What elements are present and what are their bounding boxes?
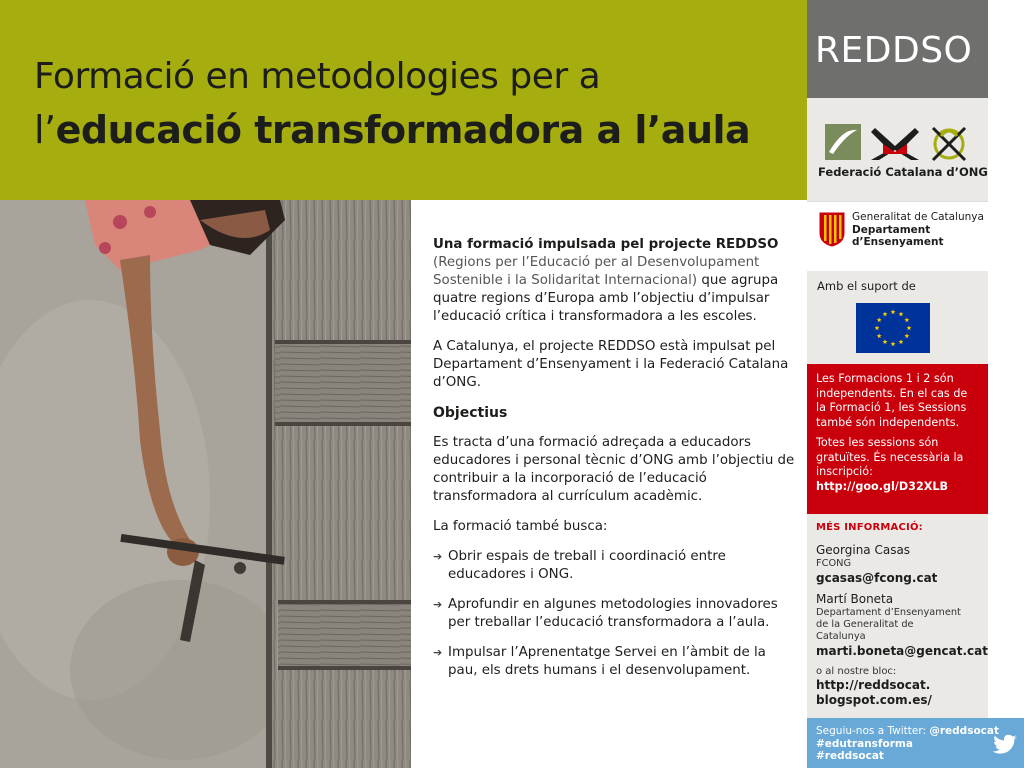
header-banner: [0, 0, 807, 200]
list-item-text: Obrir espais de treball i coordinació entre educadores i ONG.: [448, 549, 726, 582]
busca-paragraph: La formació també busca:: [433, 519, 608, 534]
eu-flag-icon: [856, 303, 930, 353]
hashtag-edutransforma[interactable]: #edutransforma: [816, 737, 913, 750]
twitter-follow-line: [816, 725, 999, 738]
title-line-2: [34, 108, 750, 152]
generalitat-line-1: Generalitat de Catalunya: [852, 211, 984, 223]
brand-block: [807, 0, 988, 98]
federation-logos-icon: [823, 122, 978, 164]
blog-link[interactable]: http://reddsocat. blogspot.com.es/: [816, 678, 932, 707]
hashtag-reddsocat[interactable]: #reddsocat: [816, 750, 884, 762]
generalitat-line-2: Departament: [852, 223, 931, 236]
contact-1-email[interactable]: gcasas@fcong.cat: [816, 571, 938, 585]
contact-2-email[interactable]: marti.boneta@gencat.cat: [816, 644, 989, 658]
list-item: [433, 644, 798, 680]
generalitat-line-3: d’Ensenyament: [852, 236, 944, 248]
title-emphasis: educació transformadora a l’aula: [55, 108, 751, 152]
objectius-heading: Objectius: [433, 405, 508, 421]
right-margin: [988, 0, 1024, 718]
photo-child-at-door: [0, 200, 411, 768]
objectives-list: [433, 548, 798, 680]
generalitat-text: [852, 211, 984, 249]
catalunya-paragraph: A Catalunya, el projecte REDDSO està impulsat pel Departament d’Ensenyament i la Federació Catalana d’ONG.: [433, 339, 789, 390]
generalitat-shield-icon: [818, 211, 846, 247]
sidebar: [807, 0, 988, 768]
arrow-icon: ➔: [433, 646, 443, 659]
brand-logo-text: REDDSO: [815, 30, 973, 71]
intro-acronym: (Regions per l’Educació per al Desenvolupament Sostenible i la Solidaritat Internacional): [433, 255, 760, 288]
intro-lead: Una formació impulsada pel projecte REDDSO: [433, 237, 779, 252]
twitter-text: [816, 725, 999, 763]
intro-paragraph: [433, 236, 798, 326]
notice-free-text: Totes les sessions són gratuïtes. És necessària la inscripció:: [816, 436, 964, 478]
registration-notice: [807, 364, 988, 514]
intro-rest: que agrupa quatre regions d’Europa amb l’objectiu d’impulsar l’educació crítica i transformadora a les escoles.: [433, 273, 779, 324]
registration-link[interactable]: http://goo.gl/D32XLB: [816, 479, 949, 493]
arrow-icon: ➔: [433, 598, 443, 611]
main-text-column: [433, 236, 798, 692]
photo-illustration: [0, 200, 411, 768]
notice-free: [816, 436, 980, 494]
notice-independent: Les Formacions 1 i 2 són independents. En el cas de la Formació 1, les Sessions també són independents.: [816, 372, 968, 429]
contact-1-name: Georgina Casas: [816, 543, 911, 557]
arrow-icon: ➔: [433, 550, 443, 563]
generalitat-block: [807, 201, 988, 271]
title-prefix: l’: [34, 108, 56, 152]
twitter-bird-icon[interactable]: [992, 734, 1018, 756]
federation-block: [807, 98, 988, 201]
twitter-block: [807, 718, 1024, 768]
contact-2-org: Departament d’Ensenyament de la Generalitat de Catalunya: [816, 607, 961, 642]
list-item-text: Impulsar l’Aprenentatge Servei en l’àmbit de la pau, els drets humans i el desenvolupament.: [448, 645, 766, 678]
more-info-heading: MÉS INFORMACIÓ:: [816, 522, 923, 533]
title-line-1: Formació en metodologies per a: [34, 56, 601, 97]
federation-name: Federació Catalana d’ONG: [818, 165, 988, 179]
blog-label: o al nostre bloc:: [816, 666, 897, 677]
support-label: Amb el suport de: [817, 279, 916, 293]
twitter-label: Seguiu-nos a Twitter:: [816, 725, 930, 737]
objectius-paragraph: Es tracta d’una formació adreçada a educadors educadores i personal tècnic d’ONG amb l’objectiu de contribuir a la incorporació de l’educació transformadora al currículum acadèmic.: [433, 435, 795, 504]
twitter-handle[interactable]: @reddsocat: [929, 725, 999, 737]
list-item: [433, 596, 798, 632]
more-info-block: [807, 514, 988, 718]
contact-2-name: Martí Boneta: [816, 592, 894, 606]
eu-support-block: [807, 271, 988, 364]
contact-1-org: FCONG: [816, 558, 852, 569]
list-item: [433, 548, 798, 584]
list-item-text: Aprofundir en algunes metodologies innovadores per treballar l’educació transformadora a l’aula.: [448, 597, 778, 630]
